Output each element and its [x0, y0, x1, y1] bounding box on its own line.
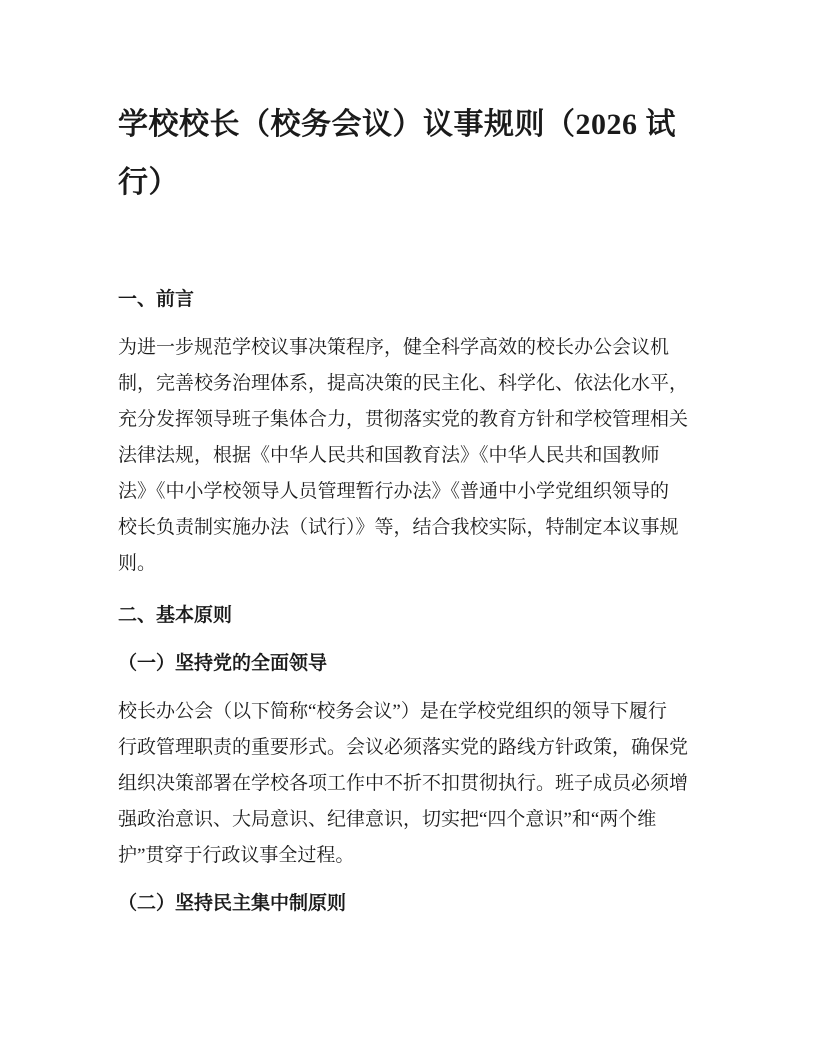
paragraph-line: 组织决策部署在学校各项工作中不折不扣贯彻执行。班子成员必须增 [118, 773, 689, 794]
document-title-line: 行） [118, 166, 179, 199]
subsection-heading-party-leadership: （一）坚持党的全面领导 [118, 653, 328, 674]
section-heading-preface: 一、前言 [118, 289, 195, 310]
paragraph-line: 法》《中小学校领导人员管理暂行办法》《普通中小学党组织领导的 [118, 481, 670, 502]
paragraph-party-leadership [118, 694, 698, 874]
paragraph-line: 则。 [118, 553, 157, 574]
paragraph-line: 行政管理职责的重要形式。会议必须落实党的路线方针政策，确保党 [118, 737, 689, 758]
subsection-heading-democratic-centralism: （二）坚持民主集中制原则 [118, 893, 347, 914]
paragraph-line: 为进一步规范学校议事决策程序，健全科学高效的校长办公会议机 [118, 337, 670, 358]
document-title [118, 96, 698, 212]
paragraph-line: 强政治意识、大局意识、纪律意识，切实把“四个意识”和“两个维 [118, 809, 657, 830]
paragraph-line: 充分发挥领导班子集体合力，贯彻落实党的教育方针和学校管理相关 [118, 409, 689, 430]
paragraph-preface [118, 330, 698, 582]
paragraph-line: 法律法规，根据《中华人民共和国教育法》《中华人民共和国教师 [118, 445, 660, 466]
paragraph-line: 护”贯穿于行政议事全过程。 [118, 845, 355, 866]
section-heading-principles: 二、基本原则 [118, 605, 233, 626]
paragraph-line: 制，完善校务治理体系，提高决策的民主化、科学化、依法化水平， [118, 373, 689, 394]
document-title-line: 学校校长（校务会议）议事规则（2026 试 [118, 108, 676, 141]
paragraph-line: 校长办公会（以下简称“校务会议”）是在学校党组织的领导下履行 [118, 701, 667, 722]
paragraph-line: 校长负责制实施办法（试行）》等，结合我校实际，特制定本议事规 [118, 517, 679, 538]
